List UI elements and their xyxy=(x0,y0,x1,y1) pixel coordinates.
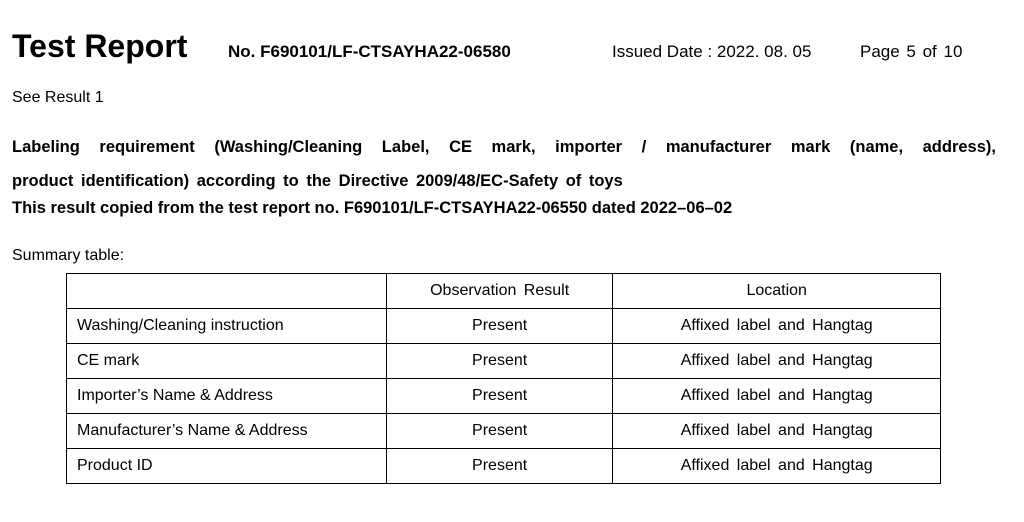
cell-item: Washing/Cleaning instruction xyxy=(67,309,387,344)
cell-item: Importer’s Name & Address xyxy=(67,379,387,414)
report-title: Test Report xyxy=(12,28,188,64)
cell-result: Present xyxy=(386,309,613,344)
table-row xyxy=(67,379,941,414)
cell-result: Present xyxy=(386,379,613,414)
table-row xyxy=(67,414,941,449)
summary-table xyxy=(66,273,941,484)
cell-location: Affixed label and Hangtag xyxy=(613,414,941,449)
column-header-location: Location xyxy=(613,274,941,309)
cell-location: Affixed label and Hangtag xyxy=(613,379,941,414)
table-header-row xyxy=(67,274,941,309)
issued-date: Issued Date : 2022. 08. 05 xyxy=(612,42,812,61)
cell-item: Product ID xyxy=(67,449,387,484)
table-row xyxy=(67,449,941,484)
page-number: Page 5 of 10 xyxy=(860,42,963,61)
table-row xyxy=(67,344,941,379)
column-header-item xyxy=(67,274,387,309)
requirement-line-1: Labeling requirement (Washing/Cleaning Label, CE mark, importer / manufacturer mark (name, address), xyxy=(12,138,996,156)
table-row xyxy=(67,309,941,344)
report-header xyxy=(12,26,1002,70)
column-header-observation-result: Observation Result xyxy=(386,274,613,309)
cell-result: Present xyxy=(386,449,613,484)
cell-result: Present xyxy=(386,344,613,379)
cell-location: Affixed label and Hangtag xyxy=(613,344,941,379)
copied-result-note: This result copied from the test report no. F690101/LF-CTSAYHA22-06550 dated 2022–06–02 xyxy=(12,199,733,217)
cell-location: Affixed label and Hangtag xyxy=(613,309,941,344)
requirement-line-2: product identification) according to the Directive 2009/48/EC-Safety of toys xyxy=(12,172,623,190)
report-number: No. F690101/LF-CTSAYHA22-06580 xyxy=(228,42,511,61)
requirement-text xyxy=(12,136,996,219)
see-result-label: See Result 1 xyxy=(12,89,104,106)
cell-location: Affixed label and Hangtag xyxy=(613,449,941,484)
cell-item: Manufacturer’s Name & Address xyxy=(67,414,387,449)
cell-item: CE mark xyxy=(67,344,387,379)
summary-table-label: Summary table: xyxy=(12,247,125,264)
cell-result: Present xyxy=(386,414,613,449)
